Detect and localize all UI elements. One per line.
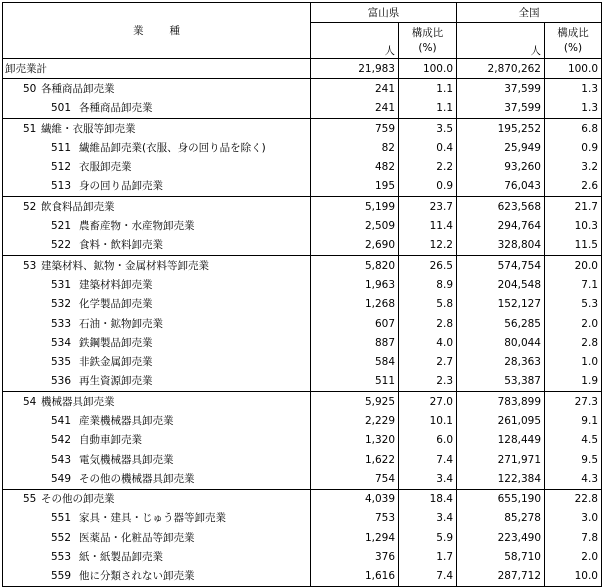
toyama-ratio: 3.4 (399, 509, 457, 528)
national-employees: 195,252 (457, 118, 545, 138)
industry-name: 紙・紙製品卸売業 (79, 551, 163, 564)
national-employees: 152,127 (457, 295, 545, 314)
national-ratio: 11.5 (545, 236, 602, 256)
toyama-employees: 376 (311, 547, 399, 566)
toyama-employees: 753 (311, 509, 399, 528)
toyama-employees: 887 (311, 333, 399, 352)
industry-name: 家具・建具・じゅう器等卸売業 (79, 512, 226, 525)
row-industry (3, 469, 311, 489)
table-row (3, 118, 602, 138)
toyama-ratio: 7.4 (399, 567, 457, 587)
table-row (3, 469, 602, 489)
industry-code: 52 (23, 200, 37, 213)
industry-code: 541 (51, 414, 72, 427)
table-row (3, 411, 602, 430)
industry-code: 521 (51, 220, 72, 233)
national-employees: 37,599 (457, 99, 545, 119)
national-ratio: 3.2 (545, 157, 602, 176)
toyama-ratio: 2.8 (399, 314, 457, 333)
industry-code: 531 (51, 278, 72, 291)
header-toyama-unit: 人 (311, 23, 399, 59)
toyama-ratio: 7.4 (399, 450, 457, 469)
toyama-ratio: 10.1 (399, 411, 457, 430)
wholesale-employees-table (2, 2, 602, 587)
toyama-employees: 754 (311, 469, 399, 489)
header-national: 全国 (457, 3, 602, 23)
ratio-unit: (%) (418, 41, 437, 54)
national-ratio: 21.7 (545, 197, 602, 217)
national-employees: 53,387 (457, 372, 545, 392)
national-ratio: 2.8 (545, 333, 602, 352)
national-employees: 25,949 (457, 138, 545, 157)
industry-name: その他の卸売業 (41, 493, 115, 506)
national-ratio: 3.0 (545, 509, 602, 528)
industry-name: 機械器具卸売業 (41, 395, 115, 408)
industry-code: 513 (51, 180, 72, 193)
industry-code: 511 (51, 141, 72, 154)
table-row (3, 372, 602, 392)
toyama-employees: 5,820 (311, 255, 399, 275)
toyama-ratio: 1.7 (399, 547, 457, 566)
industry-name: 化学製品卸売業 (79, 298, 153, 311)
industry-name: 自動車卸売業 (79, 434, 142, 447)
industry-code: 535 (51, 356, 72, 369)
row-industry (3, 547, 311, 566)
industry-code: 551 (51, 512, 72, 525)
row-industry (3, 59, 311, 79)
toyama-employees: 511 (311, 372, 399, 392)
row-industry (3, 255, 311, 275)
industry-name: 飲食料品卸売業 (41, 200, 115, 213)
table-row (3, 431, 602, 450)
national-ratio: 9.5 (545, 450, 602, 469)
industry-code: 552 (51, 531, 72, 544)
industry-code: 549 (51, 472, 72, 485)
toyama-ratio: 100.0 (399, 59, 457, 79)
table-row (3, 333, 602, 352)
national-employees: 328,804 (457, 236, 545, 256)
industry-name: 他に分類されない卸売業 (79, 570, 195, 583)
national-ratio: 20.0 (545, 255, 602, 275)
industry-name: 卸売業計 (5, 62, 47, 75)
ratio-unit: (%) (563, 41, 583, 54)
row-industry (3, 99, 311, 119)
industry-code: 512 (51, 161, 72, 174)
table-row (3, 275, 602, 294)
toyama-employees: 1,616 (311, 567, 399, 587)
national-ratio: 22.8 (545, 489, 602, 509)
table-row (3, 138, 602, 157)
industry-name: 電気機械器具卸売業 (79, 453, 174, 466)
national-employees: 655,190 (457, 489, 545, 509)
header-national-unit: 人 (457, 23, 545, 59)
national-employees: 93,260 (457, 157, 545, 176)
table-row (3, 392, 602, 412)
toyama-ratio: 5.9 (399, 528, 457, 547)
toyama-ratio: 8.9 (399, 275, 457, 294)
industry-code: 50 (23, 82, 37, 95)
national-employees: 287,712 (457, 567, 545, 587)
ratio-label: 構成比 (557, 26, 589, 39)
industry-code: 534 (51, 336, 72, 349)
national-employees: 783,899 (457, 392, 545, 412)
national-ratio: 1.0 (545, 352, 602, 371)
toyama-employees: 2,229 (311, 411, 399, 430)
table-row (3, 528, 602, 547)
toyama-ratio: 26.5 (399, 255, 457, 275)
national-ratio: 9.1 (545, 411, 602, 430)
national-employees: 76,043 (457, 177, 545, 197)
table-row (3, 197, 602, 217)
table-row (3, 450, 602, 469)
row-industry (3, 567, 311, 587)
national-ratio: 10.3 (545, 216, 602, 235)
industry-name: 医薬品・化粧品等卸売業 (79, 531, 195, 544)
table-row (3, 489, 602, 509)
header-national-ratio (545, 23, 602, 59)
toyama-ratio: 18.4 (399, 489, 457, 509)
national-ratio: 1.3 (545, 99, 602, 119)
national-ratio: 2.0 (545, 547, 602, 566)
row-industry (3, 372, 311, 392)
row-industry (3, 118, 311, 138)
table-row (3, 236, 602, 256)
national-employees: 28,363 (457, 352, 545, 371)
national-employees: 58,710 (457, 547, 545, 566)
industry-code: 542 (51, 434, 72, 447)
industry-name: 身の回り品卸売業 (79, 180, 163, 193)
industry-code: 55 (23, 493, 37, 506)
national-employees: 80,044 (457, 333, 545, 352)
row-industry (3, 275, 311, 294)
industry-code: 559 (51, 570, 72, 583)
national-ratio: 2.6 (545, 177, 602, 197)
row-industry (3, 509, 311, 528)
national-employees: 2,870,262 (457, 59, 545, 79)
row-industry (3, 295, 311, 314)
toyama-ratio: 27.0 (399, 392, 457, 412)
table-row (3, 177, 602, 197)
industry-name: 各種商品卸売業 (41, 82, 115, 95)
toyama-employees: 1,268 (311, 295, 399, 314)
row-industry (3, 392, 311, 412)
toyama-ratio: 2.3 (399, 372, 457, 392)
industry-code: 54 (23, 395, 37, 408)
table-row (3, 157, 602, 176)
industry-code: 543 (51, 453, 72, 466)
toyama-employees: 584 (311, 352, 399, 371)
national-employees: 261,095 (457, 411, 545, 430)
toyama-employees: 482 (311, 157, 399, 176)
table-row (3, 255, 602, 275)
row-industry (3, 197, 311, 217)
toyama-ratio: 11.4 (399, 216, 457, 235)
table-row (3, 567, 602, 587)
header-toyama-ratio (399, 23, 457, 59)
national-ratio: 100.0 (545, 59, 602, 79)
industry-name: 農畜産物・水産物卸売業 (79, 220, 195, 233)
table-row (3, 99, 602, 119)
industry-name: 食料・飲料卸売業 (79, 239, 163, 252)
toyama-ratio: 0.4 (399, 138, 457, 157)
row-industry (3, 216, 311, 235)
toyama-ratio: 1.1 (399, 79, 457, 99)
industry-name: その他の機械器具卸売業 (79, 472, 195, 485)
national-ratio: 6.8 (545, 118, 602, 138)
row-industry (3, 138, 311, 157)
table-row (3, 216, 602, 235)
table-row (3, 314, 602, 333)
row-industry (3, 489, 311, 509)
header-category: 業種 (3, 3, 311, 59)
table-row (3, 79, 602, 99)
toyama-ratio: 6.0 (399, 431, 457, 450)
toyama-employees: 607 (311, 314, 399, 333)
toyama-ratio: 0.9 (399, 177, 457, 197)
industry-name: 各種商品卸売業 (79, 102, 153, 115)
header-toyama: 富山県 (311, 3, 457, 23)
toyama-employees: 5,199 (311, 197, 399, 217)
toyama-employees: 1,294 (311, 528, 399, 547)
toyama-employees: 1,963 (311, 275, 399, 294)
national-employees: 574,754 (457, 255, 545, 275)
national-employees: 271,971 (457, 450, 545, 469)
row-industry (3, 157, 311, 176)
toyama-employees: 2,509 (311, 216, 399, 235)
toyama-employees: 1,320 (311, 431, 399, 450)
toyama-employees: 241 (311, 79, 399, 99)
industry-code: 533 (51, 317, 72, 330)
industry-code: 51 (23, 122, 37, 135)
national-ratio: 1.9 (545, 372, 602, 392)
industry-name: 建築材料卸売業 (79, 278, 153, 291)
national-employees: 223,490 (457, 528, 545, 547)
row-industry (3, 352, 311, 371)
toyama-employees: 4,039 (311, 489, 399, 509)
toyama-ratio: 5.8 (399, 295, 457, 314)
industry-code: 553 (51, 551, 72, 564)
table-body (3, 59, 602, 587)
national-ratio: 7.1 (545, 275, 602, 294)
national-ratio: 5.3 (545, 295, 602, 314)
industry-name: 衣服卸売業 (79, 161, 132, 174)
table-row (3, 352, 602, 371)
national-ratio: 10.0 (545, 567, 602, 587)
industry-code: 53 (23, 259, 37, 272)
toyama-ratio: 12.2 (399, 236, 457, 256)
industry-name: 産業機械器具卸売業 (79, 414, 174, 427)
toyama-employees: 82 (311, 138, 399, 157)
toyama-employees: 21,983 (311, 59, 399, 79)
table-row (3, 295, 602, 314)
national-ratio: 0.9 (545, 138, 602, 157)
row-industry (3, 79, 311, 99)
national-employees: 122,384 (457, 469, 545, 489)
national-employees: 294,764 (457, 216, 545, 235)
national-employees: 56,285 (457, 314, 545, 333)
table-row (3, 509, 602, 528)
industry-code: 532 (51, 298, 72, 311)
national-employees: 37,599 (457, 79, 545, 99)
toyama-employees: 195 (311, 177, 399, 197)
national-ratio: 2.0 (545, 314, 602, 333)
toyama-ratio: 2.7 (399, 352, 457, 371)
national-ratio: 27.3 (545, 392, 602, 412)
row-industry (3, 528, 311, 547)
industry-code: 522 (51, 239, 72, 252)
industry-name: 鉄鋼製品卸売業 (79, 336, 153, 349)
industry-name: 繊維・衣服等卸売業 (41, 122, 136, 135)
row-industry (3, 411, 311, 430)
row-industry (3, 177, 311, 197)
table-row (3, 547, 602, 566)
industry-code: 536 (51, 375, 72, 388)
industry-name: 再生資源卸売業 (79, 375, 153, 388)
toyama-ratio: 23.7 (399, 197, 457, 217)
row-industry (3, 333, 311, 352)
industry-code: 501 (51, 102, 72, 115)
national-ratio: 7.8 (545, 528, 602, 547)
row-industry (3, 450, 311, 469)
row-industry (3, 431, 311, 450)
ratio-label: 構成比 (411, 26, 444, 39)
national-employees: 128,449 (457, 431, 545, 450)
toyama-employees: 759 (311, 118, 399, 138)
toyama-employees: 2,690 (311, 236, 399, 256)
toyama-employees: 5,925 (311, 392, 399, 412)
industry-name: 石油・鉱物卸売業 (79, 317, 163, 330)
industry-name: 非鉄金属卸売業 (79, 356, 153, 369)
toyama-ratio: 3.5 (399, 118, 457, 138)
toyama-ratio: 2.2 (399, 157, 457, 176)
national-ratio: 1.3 (545, 79, 602, 99)
national-ratio: 4.5 (545, 431, 602, 450)
national-ratio: 4.3 (545, 469, 602, 489)
toyama-employees: 1,622 (311, 450, 399, 469)
toyama-ratio: 4.0 (399, 333, 457, 352)
industry-name: 繊維品卸売業(衣服、身の回り品を除く) (79, 141, 266, 154)
national-employees: 204,548 (457, 275, 545, 294)
toyama-ratio: 3.4 (399, 469, 457, 489)
table-row (3, 59, 602, 79)
toyama-ratio: 1.1 (399, 99, 457, 119)
industry-name: 建築材料、鉱物・金属材料等卸売業 (41, 259, 209, 272)
toyama-employees: 241 (311, 99, 399, 119)
row-industry (3, 314, 311, 333)
national-employees: 85,278 (457, 509, 545, 528)
row-industry (3, 236, 311, 256)
national-employees: 623,568 (457, 197, 545, 217)
